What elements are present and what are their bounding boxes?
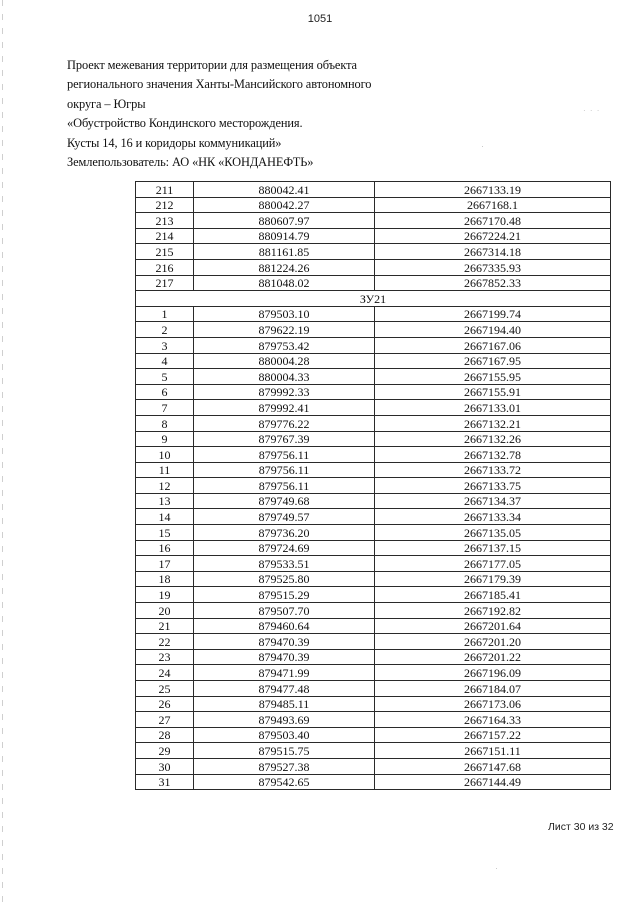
- point-number-cell: 24: [136, 665, 194, 681]
- table-row: [136, 540, 611, 556]
- table-row: [136, 400, 611, 416]
- table-row: [136, 525, 611, 541]
- point-number-cell: 211: [136, 182, 194, 198]
- point-number-cell: 15: [136, 525, 194, 541]
- section-label: ЗУ21: [136, 291, 611, 307]
- table-row: [136, 618, 611, 634]
- point-number-cell: 8: [136, 415, 194, 431]
- y-coordinate-cell: 2667852.33: [375, 275, 611, 291]
- y-coordinate-cell: 2667224.21: [375, 228, 611, 244]
- point-number-cell: 29: [136, 743, 194, 759]
- x-coordinate-cell: 879992.33: [194, 384, 375, 400]
- y-coordinate-cell: 2667133.34: [375, 509, 611, 525]
- table-row: [136, 509, 611, 525]
- x-coordinate-cell: 879533.51: [194, 556, 375, 572]
- x-coordinate-cell: 879460.64: [194, 618, 375, 634]
- table-row: [136, 447, 611, 463]
- table-row: [136, 228, 611, 244]
- y-coordinate-cell: 2667133.72: [375, 462, 611, 478]
- x-coordinate-cell: 879992.41: [194, 400, 375, 416]
- point-number-cell: 20: [136, 603, 194, 619]
- y-coordinate-cell: 2667135.05: [375, 525, 611, 541]
- x-coordinate-cell: 879515.29: [194, 587, 375, 603]
- header-line: Землепользователь: АО «НК «КОНДАНЕФТЬ»: [67, 155, 314, 170]
- point-number-cell: 16: [136, 540, 194, 556]
- point-number-cell: 22: [136, 634, 194, 650]
- x-coordinate-cell: 879515.75: [194, 743, 375, 759]
- point-number-cell: 215: [136, 244, 194, 260]
- x-coordinate-cell: 879493.69: [194, 712, 375, 728]
- point-number-cell: 21: [136, 618, 194, 634]
- x-coordinate-cell: 879736.20: [194, 525, 375, 541]
- y-coordinate-cell: 2667314.18: [375, 244, 611, 260]
- point-number-cell: 17: [136, 556, 194, 572]
- y-coordinate-cell: 2667167.95: [375, 353, 611, 369]
- document-header: [67, 56, 487, 172]
- y-coordinate-cell: 2667170.48: [375, 213, 611, 229]
- sheet-number: Лист 30 из 32: [548, 821, 614, 833]
- table-row: [136, 758, 611, 774]
- y-coordinate-cell: 2667192.82: [375, 603, 611, 619]
- x-coordinate-cell: 879542.65: [194, 774, 375, 790]
- point-number-cell: 12: [136, 478, 194, 494]
- page-number: 1051: [307, 13, 333, 25]
- y-coordinate-cell: 2667173.06: [375, 696, 611, 712]
- header-line: регионального значения Ханты-Мансийского автономного: [67, 77, 372, 92]
- header-line: «Обустройство Кондинского месторождения.: [67, 116, 303, 131]
- table-row: [136, 384, 611, 400]
- x-coordinate-cell: 879477.48: [194, 681, 375, 697]
- header-line: Кусты 14, 16 и коридоры коммуникаций»: [67, 135, 282, 150]
- table-row: [136, 727, 611, 743]
- x-coordinate-cell: 880004.33: [194, 369, 375, 385]
- y-coordinate-cell: 2667133.01: [375, 400, 611, 416]
- y-coordinate-cell: 2667147.68: [375, 758, 611, 774]
- y-coordinate-cell: 2667177.05: [375, 556, 611, 572]
- y-coordinate-cell: 2667132.26: [375, 431, 611, 447]
- coordinates-table: [135, 181, 611, 790]
- y-coordinate-cell: 2667179.39: [375, 571, 611, 587]
- y-coordinate-cell: 2667201.64: [375, 618, 611, 634]
- point-number-cell: 10: [136, 447, 194, 463]
- x-coordinate-cell: 881161.85: [194, 244, 375, 260]
- x-coordinate-cell: 879503.40: [194, 727, 375, 743]
- table-row: [136, 306, 611, 322]
- y-coordinate-cell: 2667168.1: [375, 197, 611, 213]
- y-coordinate-cell: 2667185.41: [375, 587, 611, 603]
- point-number-cell: 14: [136, 509, 194, 525]
- table-row: [136, 431, 611, 447]
- header-line: Проект межевания территории для размещения объекта: [67, 58, 357, 72]
- x-coordinate-cell: 881224.26: [194, 259, 375, 275]
- point-number-cell: 7: [136, 400, 194, 416]
- table-row: [136, 478, 611, 494]
- x-coordinate-cell: 879622.19: [194, 322, 375, 338]
- table-row: [136, 337, 611, 353]
- table-row: [136, 182, 611, 198]
- x-coordinate-cell: 879767.39: [194, 431, 375, 447]
- point-number-cell: 26: [136, 696, 194, 712]
- x-coordinate-cell: 879724.69: [194, 540, 375, 556]
- table-row: [136, 696, 611, 712]
- table-row: [136, 259, 611, 275]
- table-row: [136, 774, 611, 790]
- table-row: [136, 353, 611, 369]
- x-coordinate-cell: 879753.42: [194, 337, 375, 353]
- x-coordinate-cell: 879485.11: [194, 696, 375, 712]
- y-coordinate-cell: 2667132.78: [375, 447, 611, 463]
- faint-margin-mark: · · ·: [583, 106, 601, 115]
- y-coordinate-cell: 2667167.06: [375, 337, 611, 353]
- y-coordinate-cell: 2667132.21: [375, 415, 611, 431]
- table-row: [136, 415, 611, 431]
- point-number-cell: 2: [136, 322, 194, 338]
- x-coordinate-cell: 880004.28: [194, 353, 375, 369]
- table-row: [136, 369, 611, 385]
- x-coordinate-cell: 880607.97: [194, 213, 375, 229]
- table-row: [136, 556, 611, 572]
- y-coordinate-cell: 2667155.91: [375, 384, 611, 400]
- point-number-cell: 214: [136, 228, 194, 244]
- y-coordinate-cell: 2667184.07: [375, 681, 611, 697]
- point-number-cell: 216: [136, 259, 194, 275]
- table-row: [136, 571, 611, 587]
- x-coordinate-cell: 880042.41: [194, 182, 375, 198]
- point-number-cell: 217: [136, 275, 194, 291]
- x-coordinate-cell: 880042.27: [194, 197, 375, 213]
- x-coordinate-cell: 879756.11: [194, 478, 375, 494]
- table-row: [136, 322, 611, 338]
- y-coordinate-cell: 2667144.49: [375, 774, 611, 790]
- y-coordinate-cell: 2667201.22: [375, 649, 611, 665]
- x-coordinate-cell: 879756.11: [194, 462, 375, 478]
- x-coordinate-cell: 879470.39: [194, 649, 375, 665]
- x-coordinate-cell: 879525.80: [194, 571, 375, 587]
- y-coordinate-cell: 2667194.40: [375, 322, 611, 338]
- section-row: [136, 291, 611, 307]
- y-coordinate-cell: 2667155.95: [375, 369, 611, 385]
- y-coordinate-cell: 2667151.11: [375, 743, 611, 759]
- point-number-cell: 25: [136, 681, 194, 697]
- y-coordinate-cell: 2667133.19: [375, 182, 611, 198]
- table-row: [136, 712, 611, 728]
- x-coordinate-cell: 881048.02: [194, 275, 375, 291]
- x-coordinate-cell: 879503.10: [194, 306, 375, 322]
- x-coordinate-cell: 880914.79: [194, 228, 375, 244]
- table-row: [136, 649, 611, 665]
- table-row: [136, 603, 611, 619]
- scan-speck: [482, 146, 483, 147]
- y-coordinate-cell: 2667134.37: [375, 493, 611, 509]
- table-row: [136, 587, 611, 603]
- x-coordinate-cell: 879527.38: [194, 758, 375, 774]
- table-row: [136, 665, 611, 681]
- point-number-cell: 3: [136, 337, 194, 353]
- point-number-cell: 27: [136, 712, 194, 728]
- point-number-cell: 6: [136, 384, 194, 400]
- scan-speck: [496, 868, 497, 869]
- y-coordinate-cell: 2667137.15: [375, 540, 611, 556]
- x-coordinate-cell: 879507.70: [194, 603, 375, 619]
- table-row: [136, 213, 611, 229]
- point-number-cell: 31: [136, 774, 194, 790]
- y-coordinate-cell: 2667201.20: [375, 634, 611, 650]
- x-coordinate-cell: 879749.57: [194, 509, 375, 525]
- point-number-cell: 5: [136, 369, 194, 385]
- point-number-cell: 9: [136, 431, 194, 447]
- y-coordinate-cell: 2667164.33: [375, 712, 611, 728]
- table-row: [136, 275, 611, 291]
- y-coordinate-cell: 2667335.93: [375, 259, 611, 275]
- x-coordinate-cell: 879776.22: [194, 415, 375, 431]
- point-number-cell: 212: [136, 197, 194, 213]
- table-row: [136, 743, 611, 759]
- x-coordinate-cell: 879749.68: [194, 493, 375, 509]
- header-line: округа – Югры: [67, 96, 146, 111]
- table-row: [136, 462, 611, 478]
- scan-left-edge: [2, 0, 3, 905]
- y-coordinate-cell: 2667133.75: [375, 478, 611, 494]
- point-number-cell: 4: [136, 353, 194, 369]
- y-coordinate-cell: 2667196.09: [375, 665, 611, 681]
- point-number-cell: 1: [136, 306, 194, 322]
- y-coordinate-cell: 2667157.22: [375, 727, 611, 743]
- x-coordinate-cell: 879756.11: [194, 447, 375, 463]
- point-number-cell: 19: [136, 587, 194, 603]
- point-number-cell: 13: [136, 493, 194, 509]
- point-number-cell: 23: [136, 649, 194, 665]
- point-number-cell: 18: [136, 571, 194, 587]
- x-coordinate-cell: 879471.99: [194, 665, 375, 681]
- table-row: [136, 681, 611, 697]
- point-number-cell: 11: [136, 462, 194, 478]
- point-number-cell: 213: [136, 213, 194, 229]
- table-row: [136, 634, 611, 650]
- table-row: [136, 197, 611, 213]
- table-row: [136, 493, 611, 509]
- x-coordinate-cell: 879470.39: [194, 634, 375, 650]
- point-number-cell: 28: [136, 727, 194, 743]
- y-coordinate-cell: 2667199.74: [375, 306, 611, 322]
- point-number-cell: 30: [136, 758, 194, 774]
- table-row: [136, 244, 611, 260]
